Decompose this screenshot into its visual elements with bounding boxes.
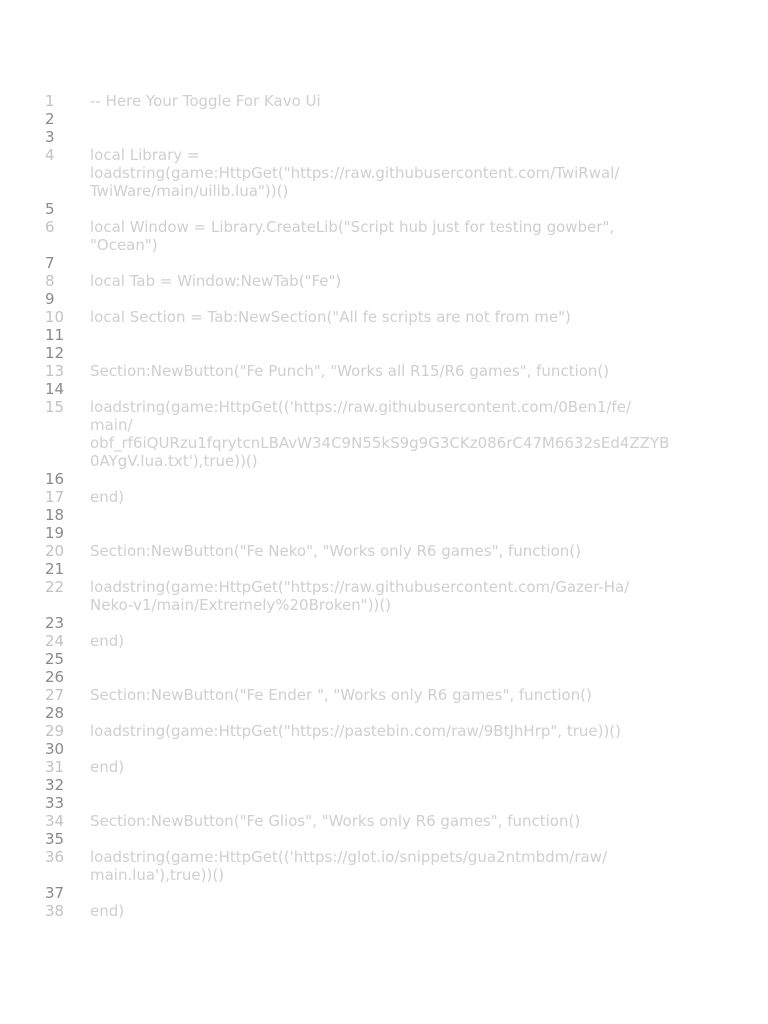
code-text: Section:NewButton("Fe Glios", "Works only R6 games", function() [90,812,581,830]
code-text: loadstring(game:HttpGet("https://raw.githubusercontent.com/Gazer-Ha/ Neko-v1/main/Extremely%20Broken"))() [90,578,630,614]
code-line [0,758,768,776]
code-line [0,524,768,542]
line-number: 38 [45,902,65,920]
code-line [0,254,768,272]
line-number: 34 [45,812,65,830]
code-text [90,776,680,794]
code-line [0,272,768,290]
code-text [90,506,680,524]
code-text [90,380,680,398]
line-number: 32 [45,776,65,794]
code-text [90,200,680,218]
code-text: loadstring(game:HttpGet(('https://glot.io/snippets/gua2ntmbdm/raw/ main.lua'),true))() [90,848,608,884]
code-text [90,344,680,362]
line-number: 9 [45,290,55,308]
line-number: 33 [45,794,65,812]
code-line [0,398,768,470]
code-line [0,470,768,488]
code-line [0,110,768,128]
line-number: 1 [45,92,55,110]
line-number: 36 [45,848,65,866]
line-number: 8 [45,272,55,290]
line-number: 10 [45,308,65,326]
line-number: 24 [45,632,65,650]
code-text [90,128,680,146]
code-text: end) [90,758,125,776]
code-line [0,884,768,902]
line-number: 23 [45,614,65,632]
code-text: Section:NewButton("Fe Ender ", "Works only R6 games", function() [90,686,592,704]
line-number: 31 [45,758,65,776]
code-line [0,344,768,362]
line-number: 19 [45,524,65,542]
code-line [0,362,768,380]
code-line [0,776,768,794]
code-text: end) [90,488,125,506]
code-text [90,794,680,812]
code-line [0,632,768,650]
code-line [0,488,768,506]
code-line [0,128,768,146]
code-line [0,200,768,218]
code-text [90,110,680,128]
line-number: 5 [45,200,55,218]
code-line [0,704,768,722]
code-line [0,722,768,740]
code-line [0,686,768,704]
code-text [90,254,680,272]
line-number: 15 [45,398,65,416]
code-text: Section:NewButton("Fe Punch", "Works all R15/R6 games", function() [90,362,610,380]
code-text: -- Here Your Toggle For Kavo Ui [90,92,321,110]
code-text: local Library = loadstring(game:HttpGet("https://raw.githubusercontent.com/TwiRwal/ TwiWare/main/uilib.lua"))() [90,146,620,200]
code-line [0,668,768,686]
line-number: 16 [45,470,65,488]
code-text [90,560,680,578]
code-line [0,812,768,830]
line-number: 2 [45,110,55,128]
line-number: 22 [45,578,65,596]
code-line [0,794,768,812]
line-number: 29 [45,722,65,740]
line-number: 12 [45,344,65,362]
code-line [0,542,768,560]
code-line [0,740,768,758]
code-line [0,902,768,920]
code-line [0,830,768,848]
line-number: 7 [45,254,55,272]
code-viewer [0,92,768,920]
code-line [0,92,768,110]
code-text [90,704,680,722]
line-number: 27 [45,686,65,704]
code-text [90,650,680,668]
code-text [90,326,680,344]
code-text: local Window = Library.CreateLib("Script hub just for testing gowber", "Ocean") [90,218,615,254]
code-text: local Tab = Window:NewTab("Fe") [90,272,342,290]
code-line [0,578,768,614]
code-text [90,668,680,686]
code-text [90,524,680,542]
code-text: loadstring(game:HttpGet(('https://raw.githubusercontent.com/0Ben1/fe/ main/ obf_rf6iQURzu1fqrytcnLBAvW34C9N55kS9g9G3CKz086rC47M6632sEd4ZZYB 0AYgV.lua.txt'),true))() [90,398,670,470]
line-number: 4 [45,146,55,164]
code-line [0,506,768,524]
code-text [90,740,680,758]
line-number: 13 [45,362,65,380]
code-text [90,830,680,848]
line-number: 11 [45,326,65,344]
code-text: local Section = Tab:NewSection("All fe scripts are not from me") [90,308,571,326]
code-text [90,470,680,488]
code-line [0,380,768,398]
line-number: 37 [45,884,65,902]
code-line [0,290,768,308]
code-line [0,308,768,326]
code-line [0,560,768,578]
code-line [0,614,768,632]
line-number: 30 [45,740,65,758]
code-line [0,326,768,344]
line-number: 20 [45,542,65,560]
line-number: 21 [45,560,65,578]
line-number: 18 [45,506,65,524]
code-line [0,650,768,668]
code-text [90,290,680,308]
line-number: 26 [45,668,65,686]
code-text [90,614,680,632]
line-number: 14 [45,380,65,398]
line-number: 6 [45,218,55,236]
code-line [0,218,768,254]
line-number: 35 [45,830,65,848]
code-line [0,848,768,884]
line-number: 25 [45,650,65,668]
line-number: 28 [45,704,65,722]
code-line [0,146,768,200]
line-number: 17 [45,488,65,506]
code-text: Section:NewButton("Fe Neko", "Works only R6 games", function() [90,542,581,560]
code-text: loadstring(game:HttpGet("https://pastebin.com/raw/9BtJhHrp", true))() [90,722,622,740]
code-text [90,884,680,902]
line-number: 3 [45,128,55,146]
code-text: end) [90,632,125,650]
code-text: end) [90,902,125,920]
